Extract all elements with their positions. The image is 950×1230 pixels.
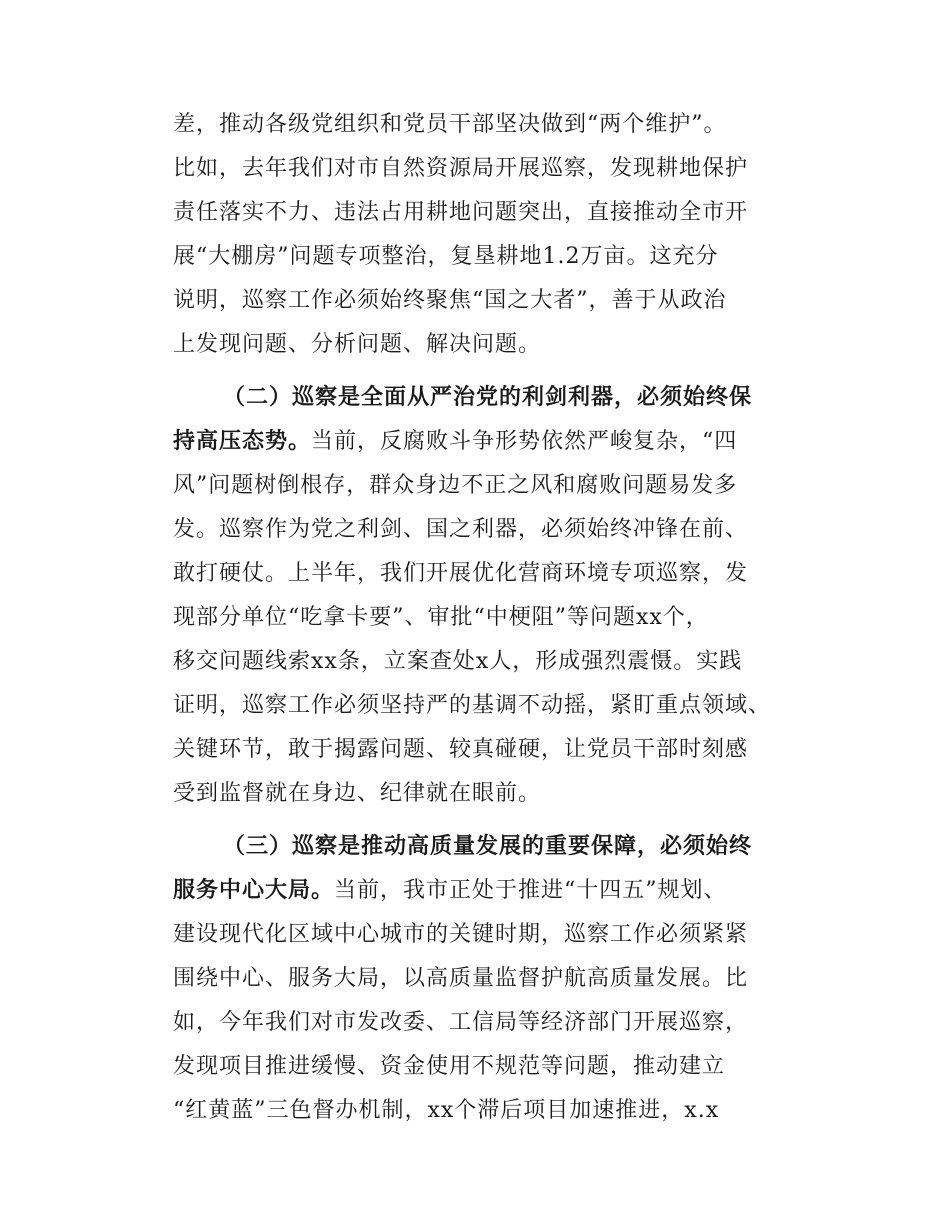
paragraph-line: 围绕中心、服务大局，以高质量监督护航高质量发展。比 [173,966,749,991]
paragraph-line: 如，今年我们对市发改委、工信局等经济部门开展巡察， [173,1010,749,1035]
paragraph-line: 发。巡察作为党之利剑、国之利器，必须始终冲锋在前、 [173,517,749,542]
paragraph-line: 上发现问题、分析问题、解决问题。 [173,332,542,357]
paragraph-line: 现部分单位“吃拿卡要”、审批“中梗阻”等问题xx个， [173,605,709,630]
paragraph-line: 证明，巡察工作必须坚持严的基调不动摇，紧盯重点领域、 [173,693,772,718]
section-heading: （三）巡察是推动高质量发展的重要保障，必须始终 [223,834,753,859]
paragraph-line: 建设现代化区域中心城市的关键时期，巡察工作必须紧紧 [173,922,749,947]
paragraph-line: 移交问题线索xx条，立案查处x人，形成强烈震慑。实践 [173,649,743,674]
paragraph-line [173,420,737,464]
section-heading-tail: 服务中心大局。 [173,878,335,903]
paragraph-line: 敢打硬仗。上半年，我们开展优化营商环境专项巡察，发 [173,561,749,586]
paragraph-line: 说明，巡察工作必须始终聚焦“国之大者”，善于从政治 [173,288,727,313]
paragraph-line: 关键环节，敢于揭露问题、较真碰硬，让党员干部时刻感 [173,737,749,762]
paragraph-line: 责任落实不力、违法占用耕地问题突出，直接推动全市开 [173,200,749,225]
paragraph-line: 比如，去年我们对市自然资源局开展巡察，发现耕地保护 [173,156,749,181]
section-heading-tail: 持高压态势。 [173,429,312,454]
paragraph-line: 风”问题树倒根存，群众身边不正之风和腐败问题易发多 [173,473,738,498]
paragraph-line: “红黄蓝”三色督办机制，xx个滞后项目加速推进，x.x [173,1098,720,1123]
section-heading: （二）巡察是全面从严治党的利剑利器，必须始终保 [223,385,753,410]
paragraph-line [173,869,727,913]
paragraph-text: 当前，我市正处于推进“十四五”规划、 [334,878,727,903]
paragraph-text: 当前，反腐败斗争形势依然严峻复杂，“四 [311,429,738,454]
paragraph-line: 差，推动各级党组织和党员干部坚决做到“两个维护”。 [173,112,727,137]
paragraph-line: 受到监督就在身边、纪律就在眼前。 [173,781,542,806]
paragraph-line: 发现项目推进缓慢、资金使用不规范等问题，推动建立 [173,1054,726,1079]
paragraph-line: 展“大棚房”问题专项整治，复垦耕地1.2万亩。这充分 [173,244,719,269]
